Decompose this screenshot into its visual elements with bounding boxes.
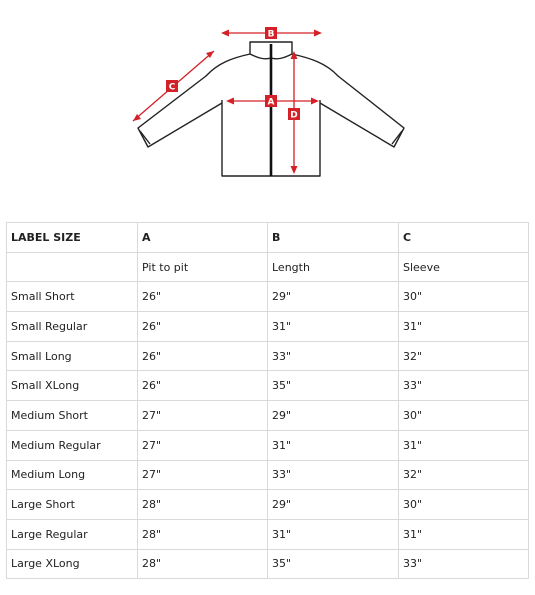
pit-to-pit-cell: 26" (138, 282, 268, 312)
table-subheader-row (7, 252, 529, 282)
subheader-label-size (7, 252, 138, 282)
pit-to-pit-cell: 28" (138, 549, 268, 579)
pit-to-pit-cell: 28" (138, 490, 268, 520)
length-cell: 35" (268, 549, 399, 579)
length-cell: 29" (268, 282, 399, 312)
dimension-d-arrow-bottom (291, 166, 298, 174)
sleeve-cell: 31" (399, 519, 529, 549)
size-chart-body (7, 223, 529, 579)
label-size-cell: Large Short (7, 490, 138, 520)
sleeve-cell: 33" (399, 371, 529, 401)
length-cell: 33" (268, 460, 399, 490)
pit-to-pit-cell: 27" (138, 430, 268, 460)
sleeve-cell: 30" (399, 490, 529, 520)
table-row (7, 282, 529, 312)
label-size-cell: Large XLong (7, 549, 138, 579)
subheader-sleeve: Sleeve (399, 252, 529, 282)
pit-to-pit-cell: 27" (138, 401, 268, 431)
pit-to-pit-cell: 26" (138, 312, 268, 342)
dimension-a-arrow-left (226, 98, 234, 105)
sleeve-cell: 31" (399, 312, 529, 342)
header-b: B (268, 223, 399, 253)
label-size-cell: Large Regular (7, 519, 138, 549)
sleeve-cell: 33" (399, 549, 529, 579)
table-row (7, 519, 529, 549)
pit-to-pit-cell: 26" (138, 371, 268, 401)
dimension-b-arrow-left (221, 30, 229, 37)
length-cell: 35" (268, 371, 399, 401)
label-size-cell: Medium Regular (7, 430, 138, 460)
sleeve-cell: 32" (399, 460, 529, 490)
label-size-cell: Medium Short (7, 401, 138, 431)
header-a: A (138, 223, 268, 253)
table-header-row (7, 223, 529, 253)
subheader-pit-to-pit: Pit to pit (138, 252, 268, 282)
label-size-cell: Small Long (7, 341, 138, 371)
dimension-c-label: C (168, 82, 176, 93)
length-cell: 29" (268, 401, 399, 431)
dimension-b-arrow-right (314, 30, 322, 37)
subheader-length: Length (268, 252, 399, 282)
sleeve-cell: 31" (399, 430, 529, 460)
label-size-cell: Small Regular (7, 312, 138, 342)
pit-to-pit-cell: 27" (138, 460, 268, 490)
sleeve-cell: 30" (399, 282, 529, 312)
pit-to-pit-cell: 28" (138, 519, 268, 549)
pit-to-pit-cell: 26" (138, 341, 268, 371)
label-size-cell: Medium Long (7, 460, 138, 490)
size-chart-table (6, 222, 529, 579)
table-row (7, 401, 529, 431)
table-row (7, 371, 529, 401)
length-cell: 29" (268, 490, 399, 520)
length-cell: 31" (268, 430, 399, 460)
header-c: C (399, 223, 529, 253)
table-row (7, 430, 529, 460)
table-row (7, 312, 529, 342)
dimension-a-label: A (267, 97, 275, 108)
length-cell: 31" (268, 519, 399, 549)
jacket-diagram-svg (0, 0, 535, 200)
length-cell: 31" (268, 312, 399, 342)
table-row (7, 549, 529, 579)
table-row (7, 341, 529, 371)
length-cell: 33" (268, 341, 399, 371)
label-size-cell: Small Short (7, 282, 138, 312)
table-row (7, 490, 529, 520)
sleeve-cell: 30" (399, 401, 529, 431)
dimension-a-arrow-right (311, 98, 319, 105)
dimension-b-label: B (267, 29, 275, 40)
jacket-measurement-diagram (0, 0, 535, 200)
table-row (7, 460, 529, 490)
sleeve-cell: 32" (399, 341, 529, 371)
header-label-size: LABEL SIZE (7, 223, 138, 253)
label-size-cell: Small XLong (7, 371, 138, 401)
dimension-d-label: D (290, 110, 298, 121)
